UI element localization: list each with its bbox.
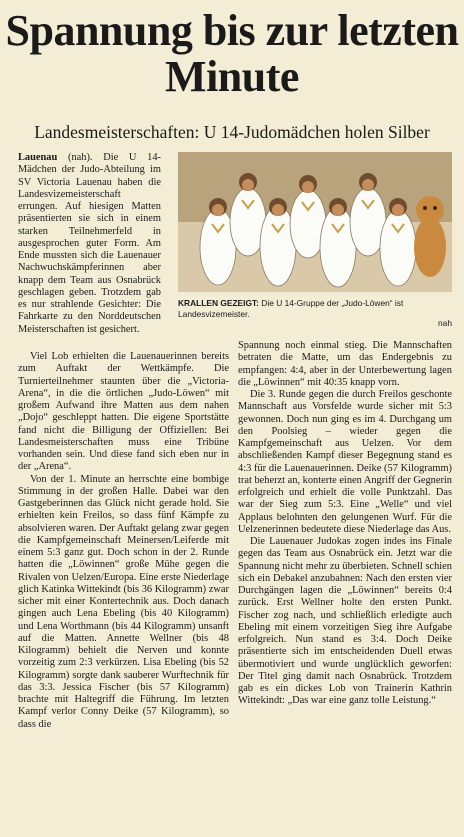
article-paragraph-5: Die 3. Runde gegen die durch Freilos geschonte Mannschaft aus Vorsfelde wurde sicher mit 5:3 gewonnen. Doch nun ging es im 4. Durchgang um den Poolsieg – wieder gegen die Kampfgemeinschaft aus Uelzen. Vor dem abschließenden Kampf dieser Begegnung stand es 4:3 für die Lauenauerinnen. Deike (57 Kilogramm) trat beherzt an, konterte einen Angriff der Gegnerin erfolgreich und erhielt die volle Punktzahl. Das war der Sieg zum 5:3. Eine „Welle“ und viel Applaus belohnten den gelungenen Wurf. Für die Uelzenerinnen bedeutete diese Niederlage das Aus. bbox=[238, 389, 452, 535]
team-photo-illustration bbox=[178, 152, 452, 292]
photo-caption bbox=[178, 298, 452, 320]
article-paragraph-2: Viel Lob erhielten die Lauenauerinnen bereits zum Auftakt der Wettkämpfe. Die Turnierteilnehmer staunten über die „Victoria-Arena“, in die die örtlichen „Judo-Löwen“ mit großem Aufwand ihre Matten aus dem nahen „Dojo“ geschleppt hatten. Die eigene Sportstätte fand nicht die Billigung der Offiziellen: Bei Landesmeisterschaften muss eine Tribüne vorhanden sein. Und diese fand sich eben nur in der „Arena“. bbox=[18, 351, 229, 473]
caption-text: Die U 14-Gruppe der „Judo-Löwen“ ist Landesvizemeister. bbox=[178, 298, 404, 319]
article-lead-text: (nah). Die U 14-Mädchen der Judo-Abteilung im SV Victoria Lauenau haben die Landesvizemeisterschaft errungen. Auf hiesigen Matten präsentierten sie sich in einem starken Teilnehmerfeld in ausgesprochen guter Form. Am Ende mussten sich die Lauenauer Nachwuchskämpferinnen aber knapp dem Team aus Osnabrück geschlagen geben. Trotzdem gab es nur strahlende Gesichter: Die Fahrkarte zu den Norddeutschen Meisterschaften ist gesichert. bbox=[18, 152, 161, 335]
article-paragraph-6: Die Lauenauer Judokas zogen indes ins Finale gegen das Team aus Osnabrück ein. Jetzt war die Spannung nicht mehr zu überbieten. Schnell schien sich ein Debakel anzubahnen: Nach den ersten vier Durchgängen lagen die „Löwinnen“ bereits 0:4 zurück. Erst Wellner holte den ersten Punkt. Fischer zog nach, und schließlich erledigte auch Ebeling mit einem vorzeitigen Sieg ihre Aufgabe erfolgreich. Nun stand es 3:4. Doch Deike präsentierte sich im entscheidenden Duell etwas übermotiviert und wurde unglücklich geworfen: Der Titel ging damit nach Osnabrück. Trotzdem gab es ein dickes Lob von Trainerin Kathrin Wittekindt: „Das war eine ganz tolle Leistung.“ bbox=[238, 536, 452, 707]
article-column-1 bbox=[18, 152, 161, 336]
article-paragraph-1 bbox=[18, 152, 161, 336]
dateline: Lauenau bbox=[18, 152, 58, 163]
subheadline: Landesmeisterschaften: U 14-Judomädchen holen Silber bbox=[34, 122, 430, 142]
article-column-2 bbox=[238, 340, 452, 708]
article-column-1b bbox=[18, 351, 229, 731]
photo-credit: nah bbox=[438, 318, 452, 328]
caption-lead: KRALLEN GEZEIGT: bbox=[178, 298, 259, 308]
team-photo bbox=[178, 152, 452, 292]
article-paragraph-3: Von der 1. Minute an herrschte eine bombige Stimmung in der großen Halle. Dabei war den Gastgeberinnen das Glück nicht gerade hold. Sie erhielten kein Freilos, so dass fünf Kämpfe zu absolvieren waren. Der Auftakt gelang zwar gegen die Kampfgemeinschaft Meinersen/Leiferde mit einem 5:3 ganz gut. Doch schon in der 2. Runde hatten die „Löwinnen“ große Mühe gegen die Rivalen von Uelzen/Europa. Eine erste Niederlage glich Katinka Wittekindt (bis 36 Kilogramm) zwar sicher mit einer Kontertechnik aus. Doch danach gingen auch Lena Ebeling (bis 40 Kilogramm) und Lena Worthmann (bis 44 Kilogramm) unsanft auf die Matten. Annette Wellner (bis 48 Kilogramm) behielt die Nerven und konnte vorzeitig zum 2:3 verkürzen. Lisa Ebeling (bis 52 Kilogramm) sorgte dank sauberer Wurftechnik für das 3:3. Jessica Fischer (bis 57 Kilogramm) brachte mit Haltegriff die Führung. Im letzten Kampf verlor Conny Deike (57 Kilogramm), so dass die bbox=[18, 473, 229, 730]
headline: Spannung bis zur letzten Minute bbox=[5, 6, 459, 101]
article-paragraph-4: Spannung noch einmal stieg. Die Mannschaften betraten die Matte, um das Endergebnis zu empfangen: 4:4, aber in der Unterbewertung lagen die „Löwinnen“ mit 40:35 knapp vorn. bbox=[238, 340, 452, 388]
